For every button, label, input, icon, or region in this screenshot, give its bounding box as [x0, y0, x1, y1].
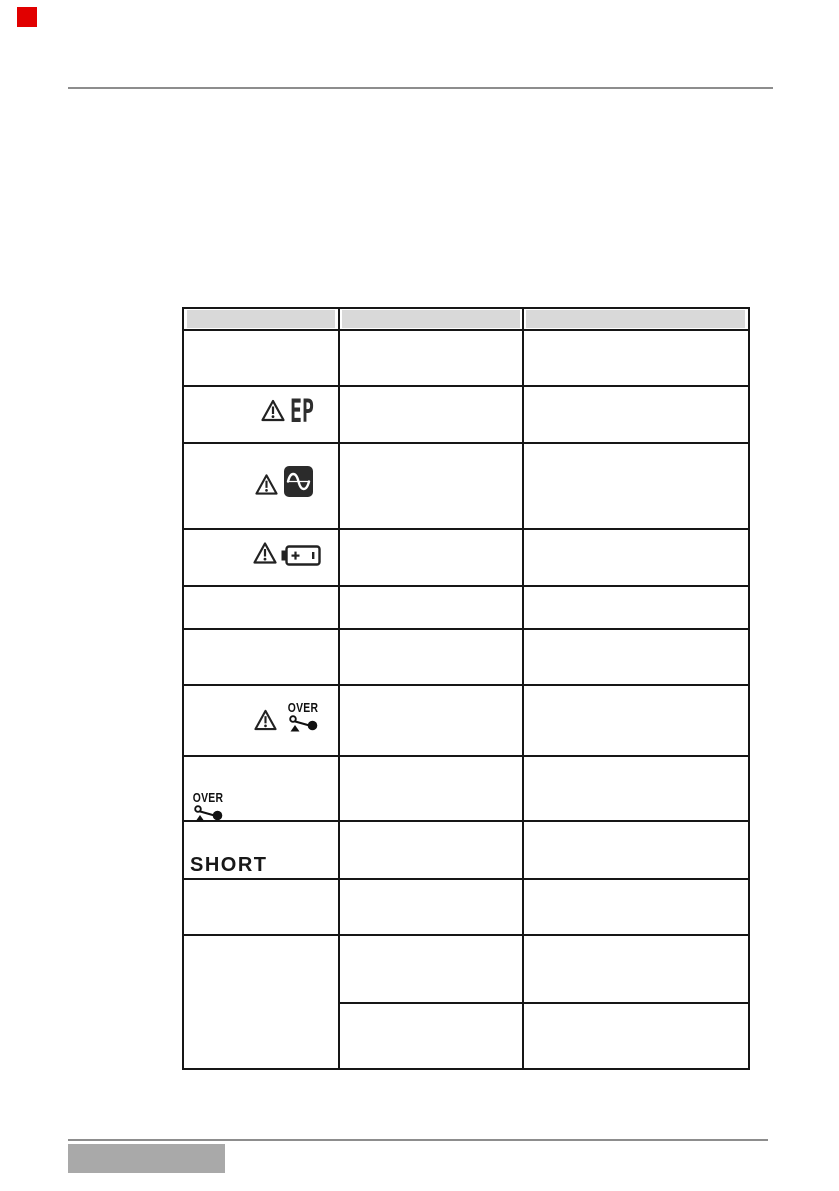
indicator-ac-fail: [255, 466, 313, 497]
short-label: SHORT: [190, 854, 268, 876]
indicator-overload: [189, 792, 227, 822]
row-divider: [184, 585, 748, 587]
warning-triangle-icon: [254, 708, 277, 732]
row-divider-split: [338, 1002, 748, 1004]
overload-balance-icon: [193, 805, 224, 822]
over-label: OVER: [287, 700, 319, 715]
indicator-overload-warning: [254, 702, 322, 732]
row-divider: [184, 755, 748, 757]
table-header-cell-1: [187, 310, 335, 328]
row-divider: [184, 628, 748, 630]
table-header-cell-2: [342, 310, 520, 328]
row-divider: [184, 934, 748, 936]
header-divider: [184, 329, 748, 331]
overload-balance-icon: [288, 715, 319, 732]
page-corner-marker: [17, 7, 37, 27]
battery-icon: [281, 545, 321, 566]
segment-display-ep: EP: [290, 392, 314, 430]
column-divider-2: [522, 309, 524, 1068]
column-divider-1: [338, 309, 340, 1068]
row-divider: [184, 820, 748, 822]
row-divider: [184, 528, 748, 530]
indicator-ep: [261, 392, 329, 430]
over-label: OVER: [192, 790, 224, 805]
ac-power-icon: [284, 466, 313, 497]
row-divider: [184, 878, 748, 880]
overload-icon: [284, 702, 322, 732]
row-divider: [184, 684, 748, 686]
bottom-rule: [68, 1139, 768, 1141]
indicator-battery: [253, 540, 321, 566]
table-header-cell-3: [526, 310, 745, 328]
warning-triangle-icon: [255, 472, 278, 497]
indicator-short: [190, 856, 268, 876]
warning-triangle-icon: [253, 540, 277, 566]
row-divider: [184, 385, 748, 387]
top-rule: [68, 87, 773, 89]
footer-page-label-box: [68, 1144, 225, 1173]
row-divider: [184, 442, 748, 444]
warning-triangle-icon: [261, 398, 285, 423]
